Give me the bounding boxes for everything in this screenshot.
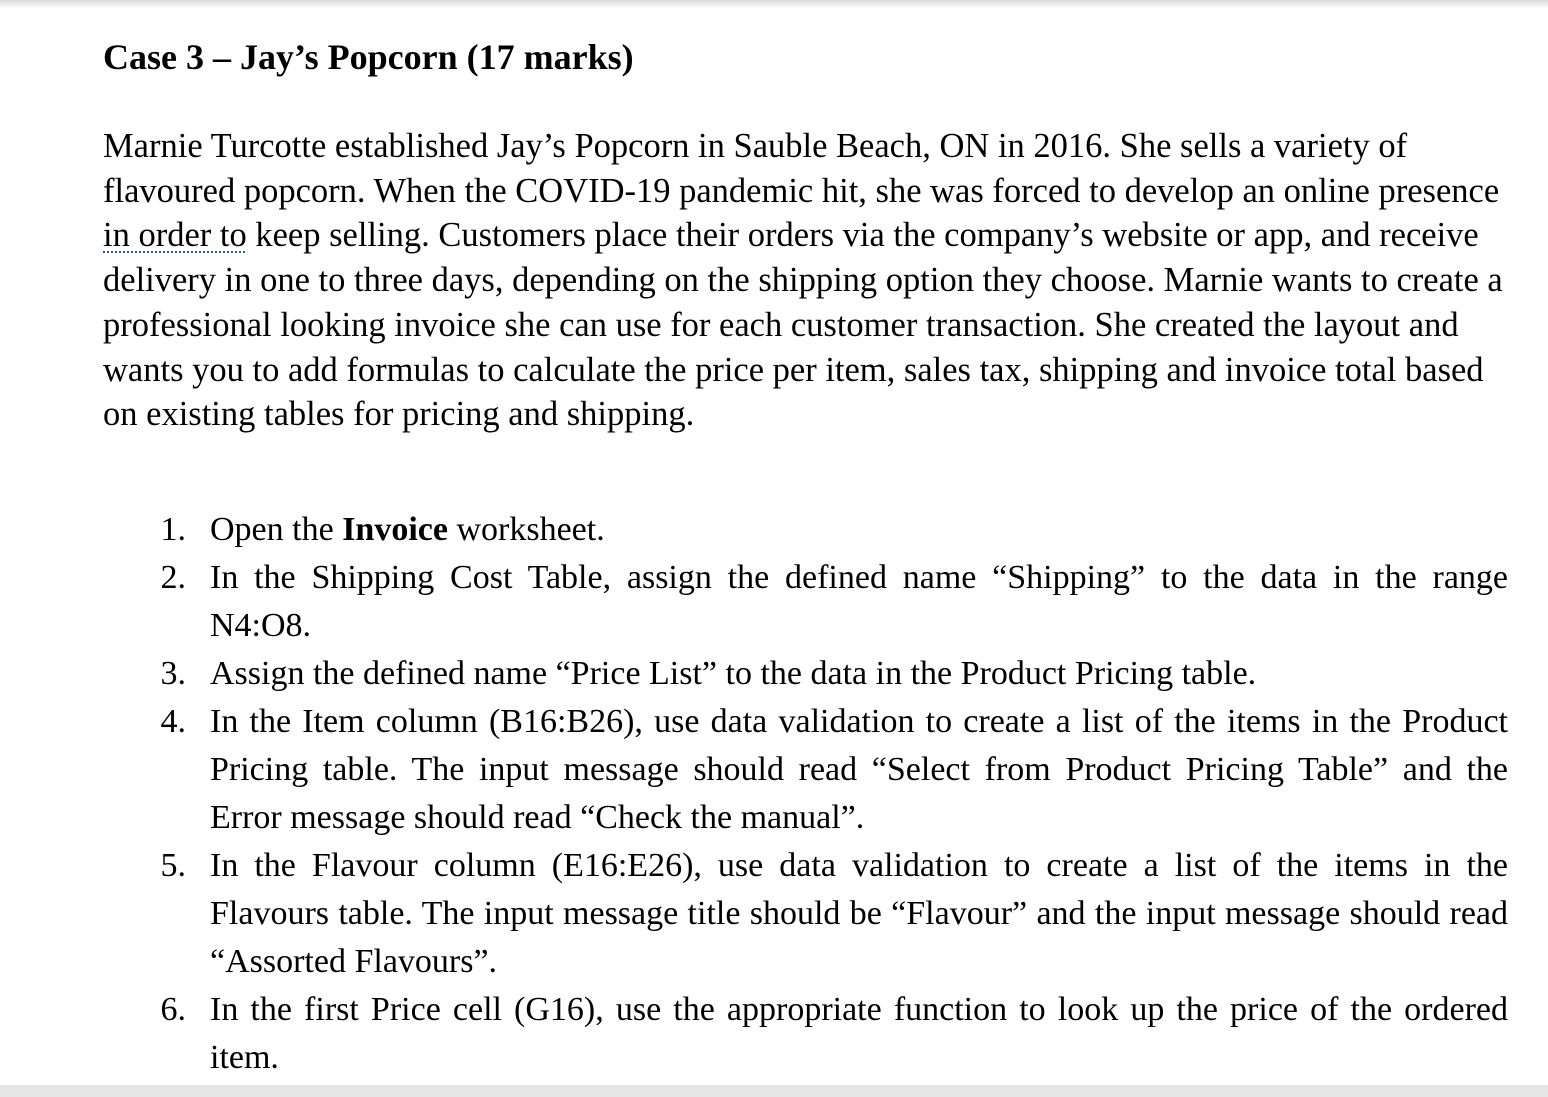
document-page	[103, 36, 1513, 1076]
step-text: In the first Price cell (G16), use the appropriate function to look up the price of the ordered item.	[210, 991, 1508, 1076]
page-title: Case 3 – Jay’s Popcorn (17 marks)	[103, 37, 634, 77]
step-number: 3.	[160, 655, 186, 692]
step-text-part: worksheet.	[447, 511, 605, 548]
step-text: In the Item column (B16:B26), use data validation to create a list of the items in the Product Pricing table. The input message should read “Select from Product Pricing Table” and the Error message should read “Check the manual”.	[210, 703, 1508, 836]
intro-text-start: Marnie Turcotte established Jay’s Popcorn in Sauble Beach, ON in 2016. She sells a variety of flavoured popcorn. When the COVID-19 pandemic hit, she was forced to develop an online presence	[103, 127, 1500, 210]
step-number: 2.	[160, 559, 186, 596]
window-top-edge	[0, 0, 1548, 8]
step-text	[210, 511, 605, 548]
step-text: In the Shipping Cost Table, assign the defined name “Shipping” to the data in the range N4:O8.	[210, 559, 1508, 644]
list-item-step-1	[156, 506, 1508, 554]
intro-paragraph	[103, 124, 1508, 437]
step-number: 4.	[160, 703, 186, 740]
list-item-step-5	[156, 842, 1508, 986]
list-item-step-2	[156, 554, 1508, 650]
step-number: 1.	[160, 511, 186, 548]
list-item-step-3	[156, 650, 1508, 698]
intro-text-end: keep selling. Customers place their orders via the company’s website or app, and receive delivery in one to three days, depending on the shipping option they choose. Marnie wants to create a professional looking invoice she can use for each customer transaction. She created the layout and wants you to add formulas to calculate the price per item, sales tax, shipping and invoice total based on existing tables for pricing and shipping.	[103, 216, 1503, 434]
step-number: 5.	[160, 847, 186, 884]
step-text-part: Open the	[210, 511, 343, 548]
list-item-step-6	[156, 986, 1508, 1082]
step-text: In the Flavour column (E16:E26), use data validation to create a list of the items in the Flavours table. The input message title should be “Flavour” and the input message should read “Assorted Flavours”.	[210, 847, 1508, 980]
worksheet-name: Invoice	[342, 511, 448, 548]
window-bottom-edge	[0, 1085, 1548, 1097]
step-text: Assign the defined name “Price List” to the data in the Product Pricing table.	[210, 655, 1257, 692]
instruction-list	[156, 506, 1508, 1082]
list-item-step-4	[156, 698, 1508, 842]
grammar-suggestion-underline[interactable]: in order to	[103, 216, 247, 255]
step-number: 6.	[160, 991, 186, 1028]
